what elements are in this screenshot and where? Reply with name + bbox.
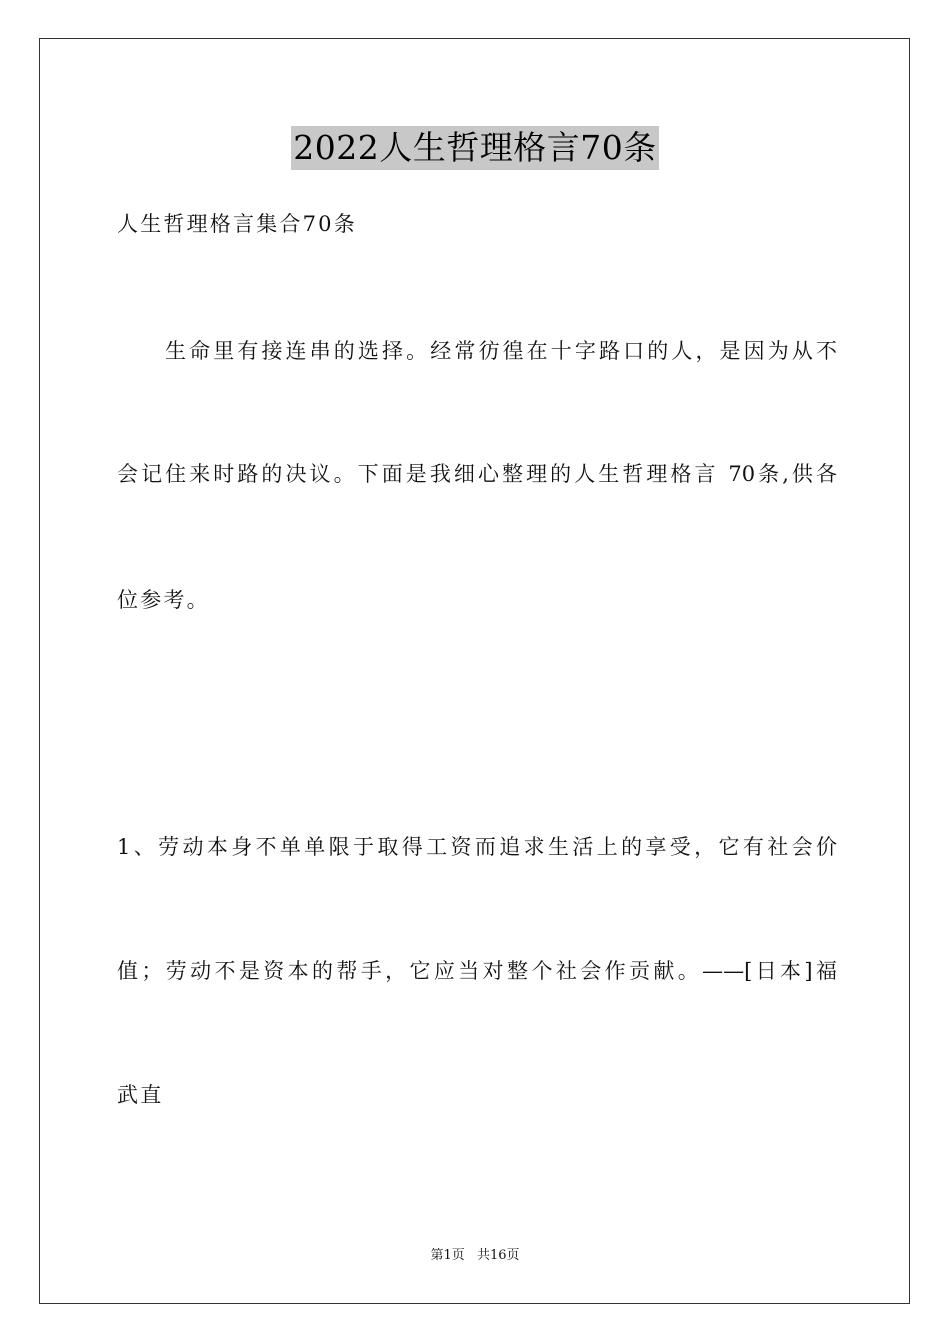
item1-line-2: 值；劳动不是资本的帮手，它应当对整个社会作贡献。——[日本]福: [117, 959, 837, 983]
subtitle: 人生哲理格言集合70条: [117, 212, 357, 236]
page-number-total: 共16页: [476, 1248, 520, 1263]
page-number-current: 第1页: [430, 1248, 465, 1263]
item1-line-1: 1、劳动本身不单单限于取得工资而追求生活上的享受，它有社会价: [117, 835, 837, 859]
document-title: 2022人生哲理格言70条: [291, 126, 658, 170]
item1-line-3: 武直: [117, 1083, 164, 1107]
intro-line-2: 会记住来时路的决议。下面是我细心整理的人生哲理格言 70条,供各: [117, 462, 837, 486]
intro-line-3: 位参考。: [117, 588, 210, 612]
page-footer: [0, 1247, 950, 1265]
title-container: [0, 126, 950, 170]
intro-line-1: 生命里有接连串的选择。经常彷徨在十字路口的人，是因为从不: [165, 339, 837, 363]
